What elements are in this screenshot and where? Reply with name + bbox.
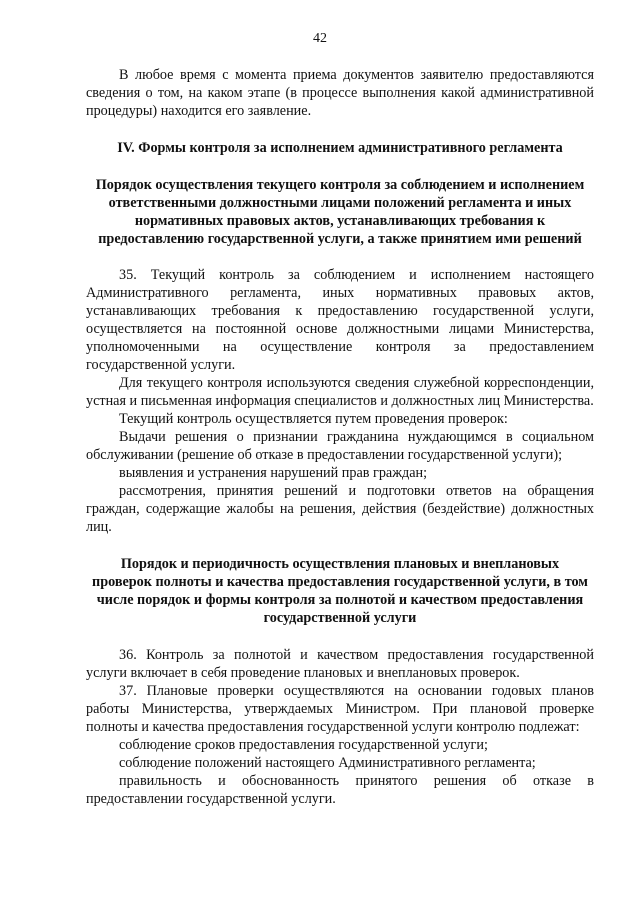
paragraph: 36. Контроль за полнотой и качеством предоставления государственной услуги включает в себя проведение плановых и внеплановых проверок.	[86, 647, 594, 681]
paragraph: 37. Плановые проверки осуществляются на основании годовых планов работы Министерства, утверждаемых Министром. При плановой проверке полноты и качества предоставления государственной услуги контролю подлежат:	[86, 683, 594, 735]
paragraph: Текущий контроль осуществляется путем проведения проверок:	[119, 411, 508, 427]
paragraph: выявления и устранения нарушений прав граждан;	[119, 465, 428, 481]
paragraph: рассмотрения, принятия решений и подготовки ответов на обращения граждан, содержащие жалобы на решения, действия (бездействие) должностных лиц.	[86, 483, 594, 535]
subsection-title-current-control: Порядок осуществления текущего контроля за соблюдением и исполнением ответственными должностными лицами положений регламента и иных нормативных правовых актов, устанавливающих требования к предоставлению государственной услуги, а также принятием ими решений	[95, 177, 585, 247]
paragraph: соблюдение положений настоящего Административного регламента;	[119, 755, 536, 771]
inspections-paragraphs	[86, 646, 594, 808]
intro-paragraph: В любое время с момента приема документов заявителю предоставляются сведения о том, на каком этапе (в процессе выполнения какой административной процедуры) находится его заявление.	[86, 67, 594, 119]
current-control-paragraphs	[86, 266, 594, 536]
paragraph: 35. Текущий контроль за соблюдением и исполнением настоящего Административного регламента, иных нормативных правовых актов, устанавливающих требования к предоставлению государственной услуги, осуществляется на постоянной основе должностными лицами Министерства, уполномоченными на осуществление контроля за предоставлением государственной услуги.	[86, 267, 594, 373]
page-number: 42	[313, 31, 327, 46]
paragraph: правильность и обоснованность принятого решения об отказе в предоставлении государственной услуги.	[86, 773, 594, 807]
subsection-title-inspections: Порядок и периодичность осуществления плановых и внеплановых проверок полноты и качества предоставления государственной услуги, в том числе порядок и формы контроля за полнотой и качеством предоставления государственной услуги	[92, 556, 588, 626]
page-content	[86, 0, 594, 808]
paragraph: Для текущего контроля используются сведения служебной корреспонденции, устная и письменная информация специалистов и должностных лиц Министерства.	[86, 375, 594, 409]
paragraph: Выдачи решения о признании гражданина нуждающимся в социальном обслуживании (решение об отказе в предоставлении государственной услуги);	[86, 429, 594, 463]
section-title: IV. Формы контроля за исполнением административного регламента	[117, 140, 563, 156]
paragraph: соблюдение сроков предоставления государственной услуги;	[119, 737, 488, 753]
